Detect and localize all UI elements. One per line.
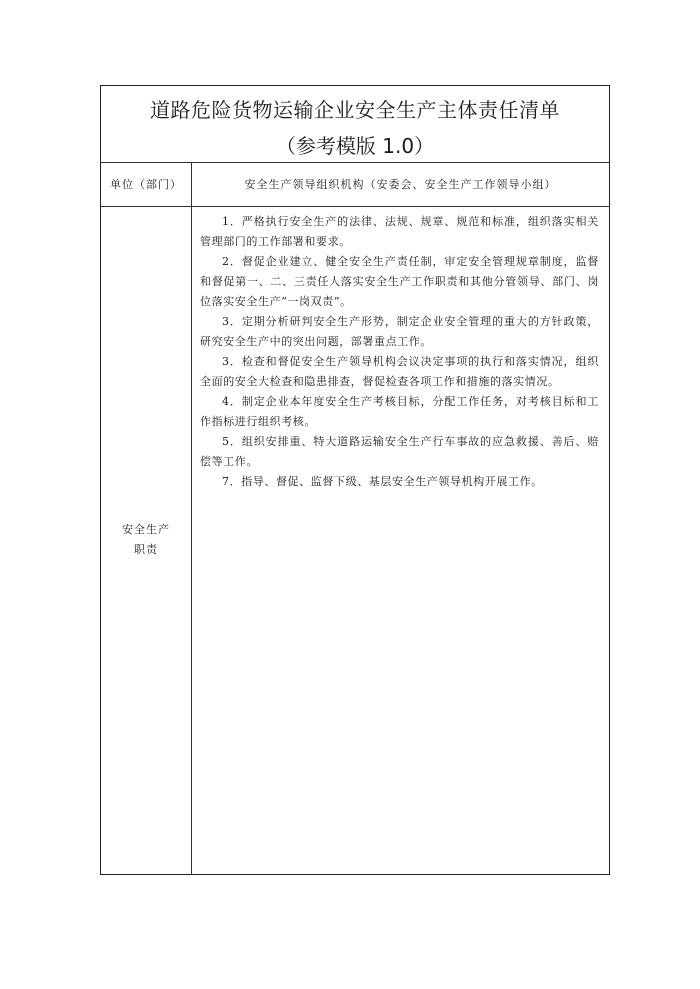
duty-item: 7．指导、督促、监督下级、基层安全生产领导机构开展工作。 [222,475,543,488]
duty-list [200,212,599,492]
duty-item: 3．检查和督促安全生产领导机构会议决定事项的执行和落实情况，组织全面的安全大检查和隐患排查，督促检查各项工作和措施的落实情况。 [200,355,599,388]
responsibility-table [100,85,610,875]
duty-label-cell [101,206,191,874]
column-divider [191,162,192,874]
unit-label-cell: 单位（部门） [110,178,182,191]
duty-item: 5．组织安排重、特大道路运输安全生产行车事故的应急救援、善后、赔偿等工作。 [200,435,599,468]
duty-item: 2．督促企业建立、健全安全生产责任制，审定安全管理规章制度，监督和督促第一、二、三责任人落实安全生产工作职责和其他分管领导、部门、岗位落实安全生产“一岗双责”。 [200,255,599,308]
duty-item: 1．严格执行安全生产的法律、法规、规章、规范和标准，组织落实相关管理部门的工作部署和要求。 [200,215,599,248]
unit-row [101,162,609,207]
duty-item: 4．制定企业本年度安全生产考核目标，分配工作任务，对考核目标和工作指标进行组织考核。 [200,395,599,428]
document-subtitle: （参考模版 1.0） [275,134,435,158]
duty-label: 安全生产职责 [122,523,170,556]
document-title: 道路危险货物运输企业安全生产主体责任清单 [150,98,560,122]
unit-value-cell: 安全生产领导组织机构（安委会、安全生产工作领导小组） [244,178,557,191]
title-block [101,86,609,163]
duty-item: 3．定期分析研判安全生产形势，制定企业安全管理的重大的方针政策，研究安全生产中的突出问题，部署重点工作。 [200,315,599,348]
